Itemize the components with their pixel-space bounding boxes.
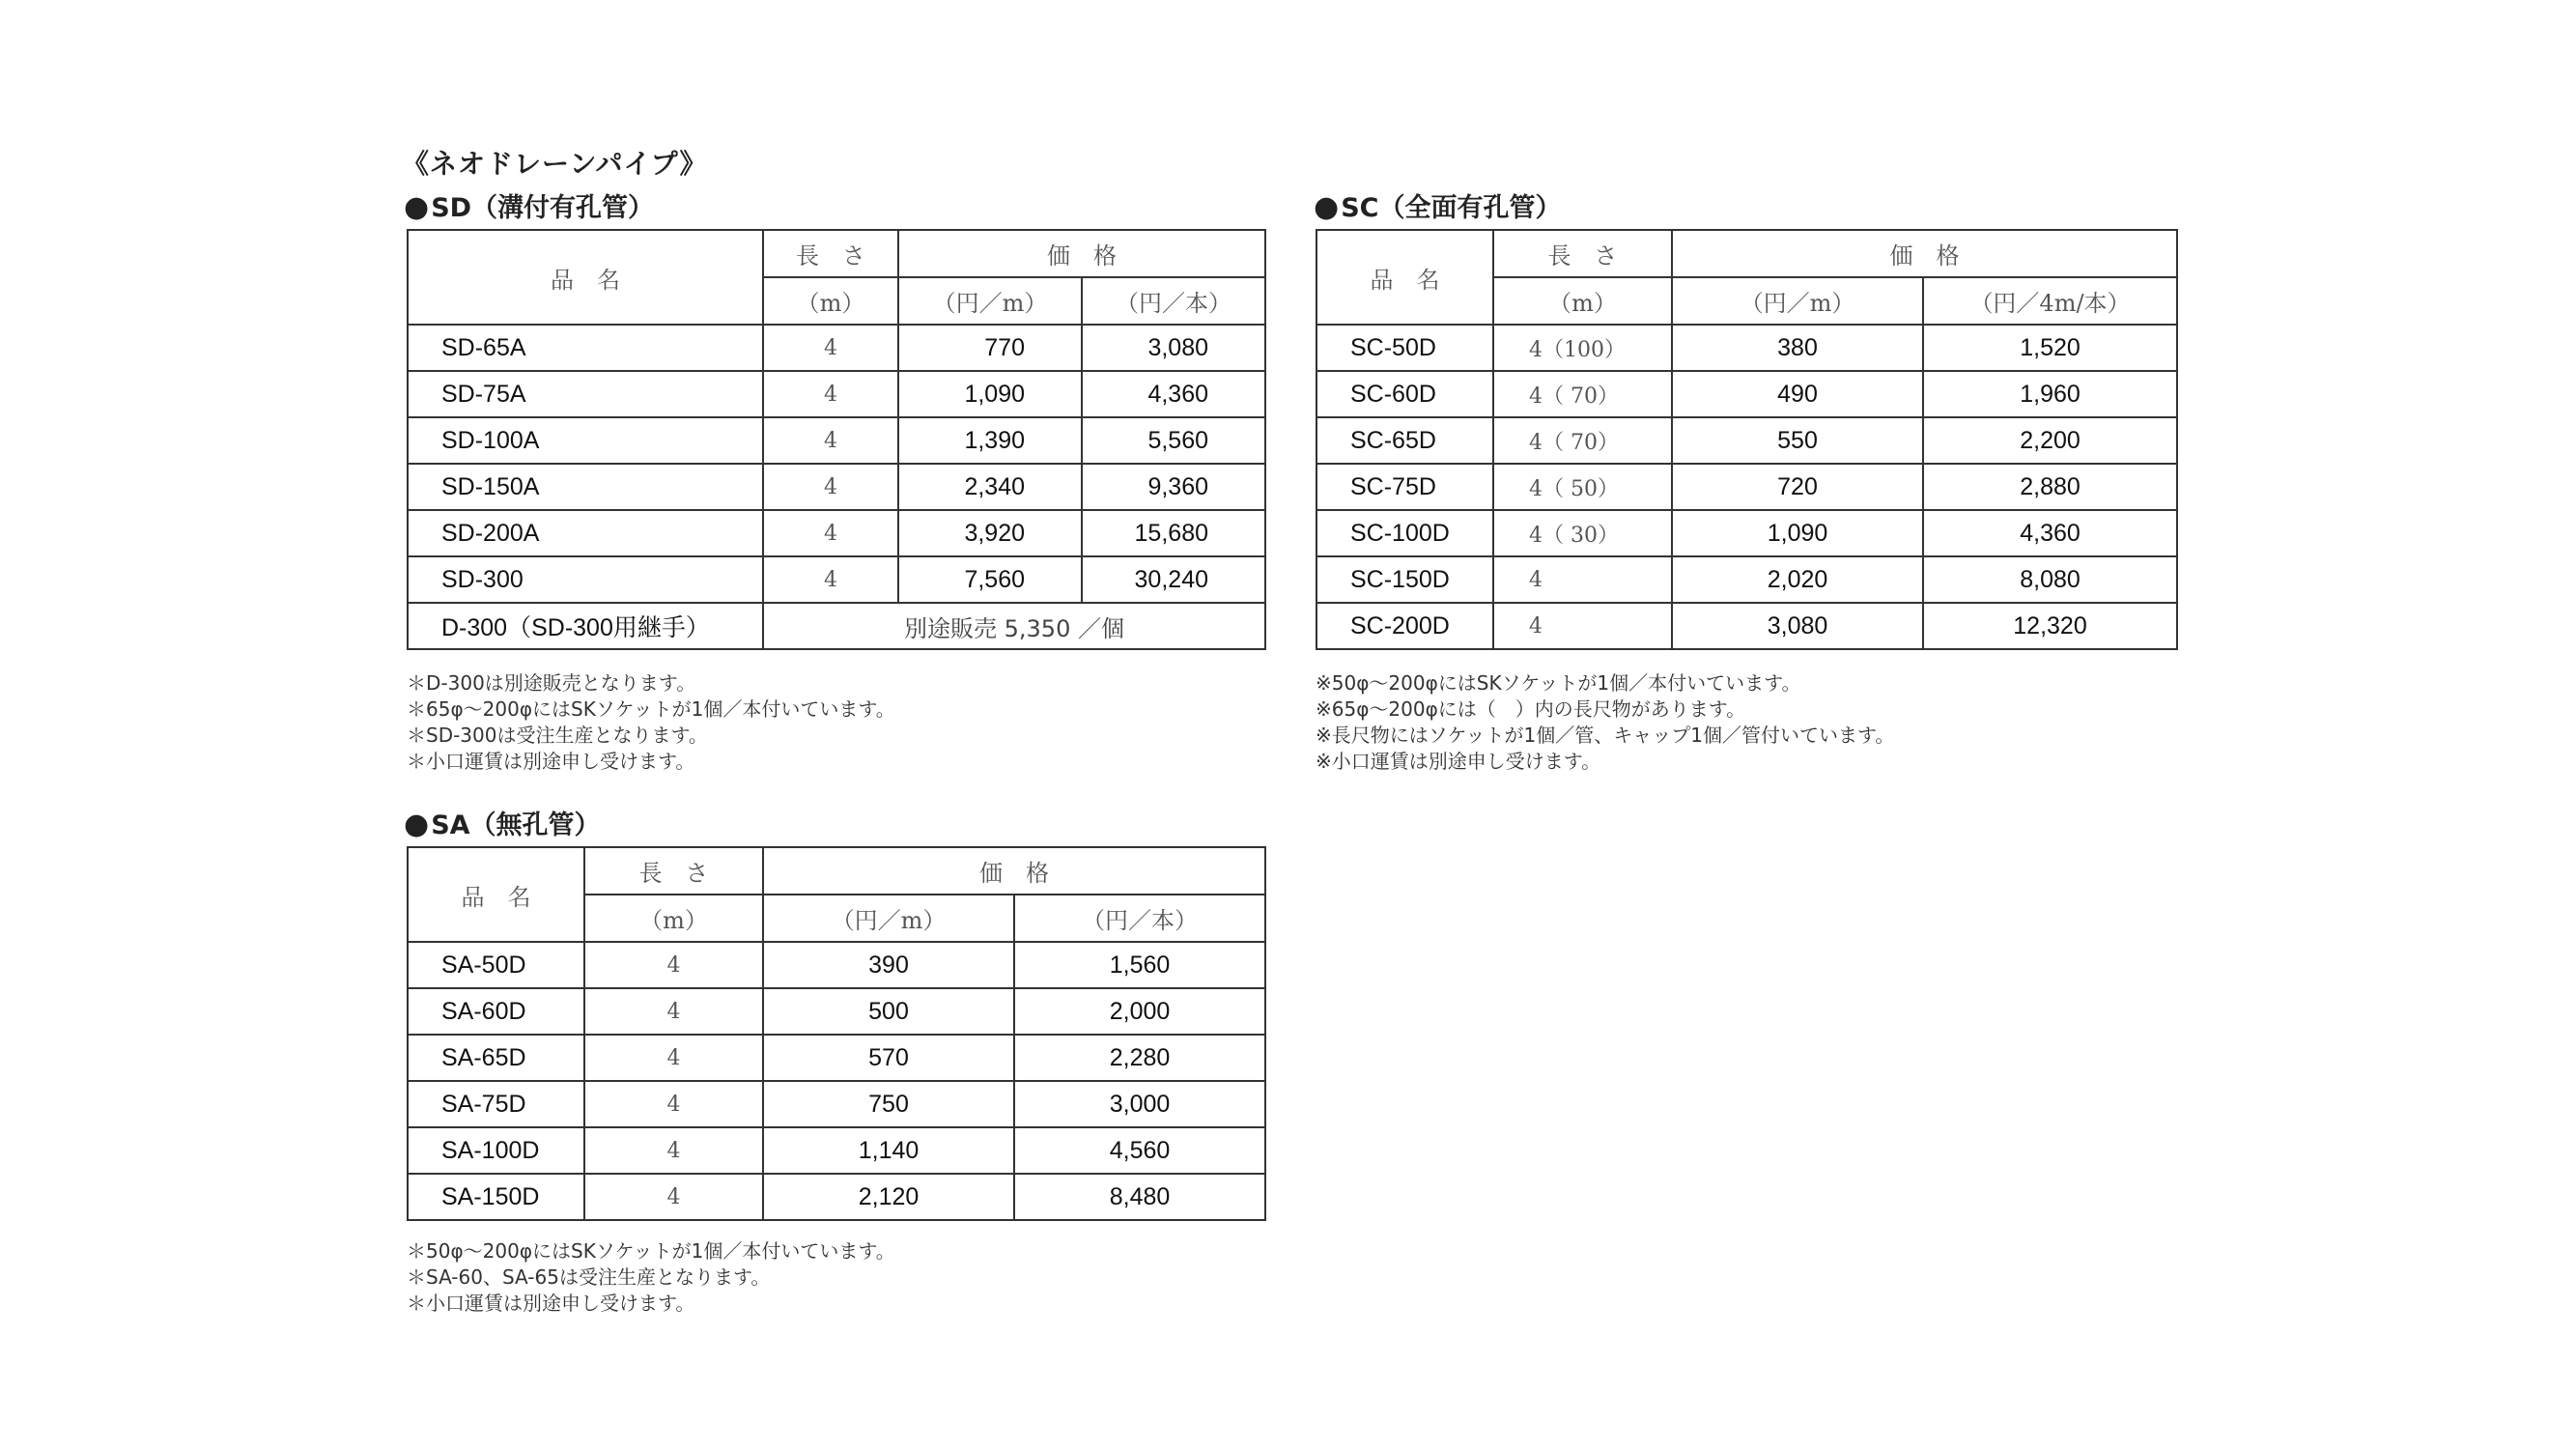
table-row xyxy=(408,510,1265,556)
bullet-icon: ● xyxy=(1314,190,1340,224)
product-name: SC-60D xyxy=(1316,371,1493,417)
price-per-piece: 12,320 xyxy=(1923,603,2177,649)
table-row xyxy=(408,1174,1265,1220)
price-per-m: 490 xyxy=(1672,371,1923,417)
price-per-m: 1,390 xyxy=(898,417,1082,464)
separate-sale-note: 別途販売 5,350 ／個 xyxy=(763,603,1265,649)
sd-table xyxy=(407,229,1266,650)
length-value: 4 xyxy=(763,417,898,464)
sc-header-price-pc: （円／4m/本） xyxy=(1923,277,2177,325)
table-row xyxy=(408,325,1265,371)
price-per-m: 380 xyxy=(1672,325,1923,371)
product-name: SD-65A xyxy=(408,325,763,371)
length-value: 4 xyxy=(763,325,898,371)
sa-heading xyxy=(404,804,601,841)
price-per-piece: 15,680 xyxy=(1082,510,1265,556)
price-per-piece: 1,520 xyxy=(1923,325,2177,371)
length-value: 4（ 70） xyxy=(1493,371,1672,417)
length-value: 4 xyxy=(1493,556,1672,603)
product-name: SC-50D xyxy=(1316,325,1493,371)
table-row xyxy=(1316,325,2177,371)
table-row xyxy=(408,371,1265,417)
sa-header-name: 品 名 xyxy=(408,847,584,942)
product-name: SD-300 xyxy=(408,556,763,603)
product-name: SC-150D xyxy=(1316,556,1493,603)
price-per-m: 390 xyxy=(763,942,1014,988)
product-name: SD-150A xyxy=(408,464,763,510)
sd-header-length: 長 さ xyxy=(763,230,898,277)
sc-heading xyxy=(1314,186,1561,224)
length-value: 4 xyxy=(584,1081,763,1127)
length-value: 4 xyxy=(584,988,763,1035)
product-name: SA-60D xyxy=(408,988,584,1035)
note-line: ※65φ～200φには（ ）内の長尺物があります。 xyxy=(1316,697,1746,721)
price-per-piece: 4,560 xyxy=(1014,1127,1265,1174)
price-per-m: 550 xyxy=(1672,417,1923,464)
sa-heading-label: SA（無孔管） xyxy=(431,810,601,840)
price-per-piece: 4,360 xyxy=(1082,371,1265,417)
table-row xyxy=(408,464,1265,510)
length-value: 4（100） xyxy=(1493,325,1672,371)
price-per-piece: 4,360 xyxy=(1923,510,2177,556)
length-value: 4 xyxy=(763,371,898,417)
price-per-m: 500 xyxy=(763,988,1014,1035)
price-per-piece: 1,960 xyxy=(1923,371,2177,417)
length-value: 4 xyxy=(584,942,763,988)
price-per-piece: 1,560 xyxy=(1014,942,1265,988)
price-per-piece: 8,080 xyxy=(1923,556,2177,603)
note-line: ※長尺物にはソケットが1個／管、キャップ1個／管付いています。 xyxy=(1316,724,1895,747)
sa-notes xyxy=(407,1238,895,1317)
price-per-piece: 9,360 xyxy=(1082,464,1265,510)
product-name: SA-50D xyxy=(408,942,584,988)
note-line: ＊SD-300は受注生産となります。 xyxy=(407,724,708,747)
table-row xyxy=(408,1035,1265,1081)
product-name: SC-65D xyxy=(1316,417,1493,464)
length-value: 4 xyxy=(584,1035,763,1081)
length-value: 4 xyxy=(584,1127,763,1174)
sc-header-row xyxy=(1316,230,2177,277)
price-per-m: 570 xyxy=(763,1035,1014,1081)
table-row xyxy=(408,942,1265,988)
length-value: 4 xyxy=(763,510,898,556)
sd-header-name: 品 名 xyxy=(408,230,763,325)
product-name: D-300（SD-300用継手） xyxy=(408,603,763,649)
price-per-piece: 5,560 xyxy=(1082,417,1265,464)
sa-header-price-pc: （円／本） xyxy=(1014,895,1265,942)
sa-header-length-unit: （m） xyxy=(584,895,763,942)
sc-header-name: 品 名 xyxy=(1316,230,1493,325)
price-per-piece: 2,280 xyxy=(1014,1035,1265,1081)
price-per-m: 1,090 xyxy=(898,371,1082,417)
price-per-m: 1,090 xyxy=(1672,510,1923,556)
product-name: SC-200D xyxy=(1316,603,1493,649)
bullet-icon: ● xyxy=(404,808,430,841)
length-value: 4（ 70） xyxy=(1493,417,1672,464)
sd-header-price-pc: （円／本） xyxy=(1082,277,1265,325)
length-value: 4 xyxy=(763,464,898,510)
price-per-piece: 2,000 xyxy=(1014,988,1265,1035)
length-value: 4 xyxy=(1493,603,1672,649)
price-per-m: 3,080 xyxy=(1672,603,1923,649)
sd-header-length-unit: （m） xyxy=(763,277,898,325)
product-name: SC-100D xyxy=(1316,510,1493,556)
sd-header-row xyxy=(408,230,1265,277)
table-row xyxy=(408,556,1265,603)
table-row xyxy=(408,988,1265,1035)
note-line: ＊小口運賃は別途申し受けます。 xyxy=(407,1292,695,1315)
price-per-m: 2,020 xyxy=(1672,556,1923,603)
product-name: SA-100D xyxy=(408,1127,584,1174)
table-row xyxy=(1316,510,2177,556)
price-per-piece: 2,200 xyxy=(1923,417,2177,464)
table-row xyxy=(408,417,1265,464)
sa-header-length: 長 さ xyxy=(584,847,763,895)
product-name: SD-100A xyxy=(408,417,763,464)
sc-header-price-m: （円／m） xyxy=(1672,277,1923,325)
sa-header-price-m: （円／m） xyxy=(763,895,1014,942)
sd-heading xyxy=(404,186,654,224)
sc-notes xyxy=(1316,670,1894,775)
sd-header-price-m: （円／m） xyxy=(898,277,1082,325)
bullet-icon: ● xyxy=(404,190,430,224)
table-row xyxy=(1316,464,2177,510)
page-title: 《ネオドレーンパイプ》 xyxy=(402,148,708,180)
table-row xyxy=(408,1081,1265,1127)
table-row xyxy=(408,603,1265,649)
table-row xyxy=(1316,417,2177,464)
length-value: 4（ 50） xyxy=(1493,464,1672,510)
note-line: ※小口運賃は別途申し受けます。 xyxy=(1316,750,1601,773)
note-line: ＊65φ～200φにはSKソケットが1個／本付いています。 xyxy=(407,697,895,721)
price-per-piece: 3,080 xyxy=(1082,325,1265,371)
price-per-m: 2,340 xyxy=(898,464,1082,510)
price-per-piece: 30,240 xyxy=(1082,556,1265,603)
length-value: 4（ 30） xyxy=(1493,510,1672,556)
note-line: ＊小口運賃は別途申し受けます。 xyxy=(407,750,695,773)
sd-notes xyxy=(407,670,895,775)
sa-table xyxy=(407,846,1266,1221)
table-row xyxy=(1316,603,2177,649)
note-line: ※50φ～200φにはSKソケットが1個／本付いています。 xyxy=(1316,671,1801,695)
table-row xyxy=(1316,371,2177,417)
price-per-m: 1,140 xyxy=(763,1127,1014,1174)
product-name: SA-65D xyxy=(408,1035,584,1081)
price-per-m: 720 xyxy=(1672,464,1923,510)
note-line: ＊D-300は別途販売となります。 xyxy=(407,671,696,695)
sa-header-price: 価 格 xyxy=(763,847,1265,895)
sc-header-length: 長 さ xyxy=(1493,230,1672,277)
table-row xyxy=(408,1127,1265,1174)
note-line: ＊50φ～200φにはSKソケットが1個／本付いています。 xyxy=(407,1239,895,1263)
sc-header-price: 価 格 xyxy=(1672,230,2177,277)
price-per-piece: 2,880 xyxy=(1923,464,2177,510)
sc-header-length-unit: （m） xyxy=(1493,277,1672,325)
price-per-m: 3,920 xyxy=(898,510,1082,556)
note-line: ＊SA-60、SA-65は受注生産となります。 xyxy=(407,1265,771,1289)
sd-heading-label: SD（溝付有孔管） xyxy=(431,193,655,223)
price-per-m: 750 xyxy=(763,1081,1014,1127)
price-per-m: 770 xyxy=(898,325,1082,371)
price-per-piece: 8,480 xyxy=(1014,1174,1265,1220)
price-per-piece: 3,000 xyxy=(1014,1081,1265,1127)
sc-heading-label: SC（全面有孔管） xyxy=(1341,193,1562,223)
product-name: SD-200A xyxy=(408,510,763,556)
product-name: SD-75A xyxy=(408,371,763,417)
price-per-m: 7,560 xyxy=(898,556,1082,603)
price-per-m: 2,120 xyxy=(763,1174,1014,1220)
sc-table xyxy=(1316,229,2178,650)
sa-header-row xyxy=(408,847,1265,895)
length-value: 4 xyxy=(763,556,898,603)
product-name: SC-75D xyxy=(1316,464,1493,510)
table-row xyxy=(1316,556,2177,603)
length-value: 4 xyxy=(584,1174,763,1220)
product-name: SA-150D xyxy=(408,1174,584,1220)
sd-header-price: 価 格 xyxy=(898,230,1265,277)
product-name: SA-75D xyxy=(408,1081,584,1127)
